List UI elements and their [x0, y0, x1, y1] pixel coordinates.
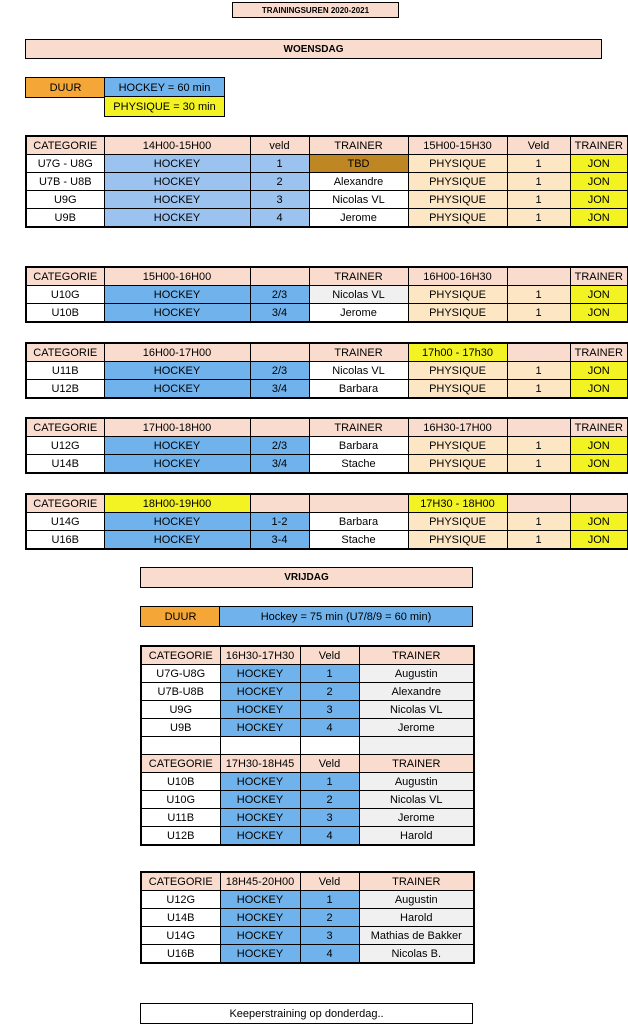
cell-trainer-2: JON — [570, 531, 628, 550]
cell-trainer: Nicolas VL — [359, 701, 474, 719]
header-trainer-2: TRAINER — [570, 267, 628, 286]
cell-veld: 3/4 — [250, 380, 309, 399]
header-veld: veld — [250, 136, 309, 155]
cell-veld: 3-4 — [250, 531, 309, 550]
cell-activity: HOCKEY — [104, 209, 250, 228]
footer-note: Keeperstraining op donderdag.. — [140, 1003, 473, 1024]
cell-trainer: Alexandre — [309, 173, 408, 191]
cell-trainer-2: JON — [570, 304, 628, 323]
cell-categorie — [141, 737, 220, 755]
cell-categorie: U14G — [26, 513, 104, 531]
table-header-row — [26, 136, 628, 155]
header-veld-2 — [507, 418, 570, 437]
table-row — [141, 891, 474, 909]
cell-trainer-2: JON — [570, 380, 628, 399]
cell-categorie: U14G — [141, 927, 220, 945]
header-trainer: TRAINER — [309, 418, 408, 437]
cell-categorie: U12G — [26, 437, 104, 455]
cell-activity: HOCKEY — [220, 827, 300, 846]
cell-categorie: U7B-U8B — [141, 683, 220, 701]
cell-activity: HOCKEY — [104, 531, 250, 550]
cell-trainer: Nicolas B. — [359, 945, 474, 964]
table-header-row — [26, 267, 628, 286]
cell-activity: HOCKEY — [220, 891, 300, 909]
cell-trainer-2: JON — [570, 191, 628, 209]
cell-categorie: U11B — [26, 362, 104, 380]
cell-veld-2: 1 — [507, 380, 570, 399]
cell-activity: HOCKEY — [104, 173, 250, 191]
cell-categorie: U7G-U8G — [141, 665, 220, 683]
cell-veld: 3/4 — [250, 455, 309, 474]
header-trainer: TRAINER — [359, 755, 474, 773]
cell-trainer-2: JON — [570, 455, 628, 474]
cell-trainer-2: JON — [570, 437, 628, 455]
cell-trainer: TBD — [309, 155, 408, 173]
woensdag-schedule-table-4 — [25, 417, 628, 474]
header-trainer: TRAINER — [309, 343, 408, 362]
physique-duration: PHYSIQUE = 30 min — [104, 96, 225, 117]
table-row — [26, 513, 628, 531]
header-categorie: CATEGORIE — [141, 755, 220, 773]
cell-categorie: U9G — [141, 701, 220, 719]
woensdag-schedule-table-3 — [25, 342, 628, 399]
duur-label: DUUR — [25, 77, 106, 98]
cell-trainer-2: JON — [570, 513, 628, 531]
cell-veld: 2/3 — [250, 286, 309, 304]
header-trainer — [309, 494, 408, 513]
cell-trainer: Barbara — [309, 513, 408, 531]
cell-veld: 1 — [300, 891, 359, 909]
cell-activity: HOCKEY — [220, 773, 300, 791]
day-header-woensdag: WOENSDAG — [25, 39, 602, 59]
cell-activity: HOCKEY — [220, 809, 300, 827]
table-header-row — [141, 872, 474, 891]
table-row — [141, 683, 474, 701]
cell-categorie: U10B — [26, 304, 104, 323]
table-row — [141, 791, 474, 809]
cell-veld-2: 1 — [507, 286, 570, 304]
cell-categorie: U10B — [141, 773, 220, 791]
cell-activity: HOCKEY — [220, 701, 300, 719]
day-header-vrijdag: VRIJDAG — [140, 567, 473, 588]
cell-trainer: Augustin — [359, 665, 474, 683]
table-row — [26, 362, 628, 380]
table-row — [26, 437, 628, 455]
cell-physique: PHYSIQUE — [408, 531, 507, 550]
header-categorie: CATEGORIE — [26, 418, 104, 437]
cell-categorie: U14B — [26, 455, 104, 474]
cell-trainer-2: JON — [570, 286, 628, 304]
header-physique-time: 16H30-17H00 — [408, 418, 507, 437]
cell-veld-2: 1 — [507, 362, 570, 380]
cell-activity: HOCKEY — [104, 286, 250, 304]
cell-veld-2: 1 — [507, 455, 570, 474]
header-trainer: TRAINER — [309, 267, 408, 286]
header-trainer: TRAINER — [359, 872, 474, 891]
cell-veld: 3/4 — [250, 304, 309, 323]
cell-physique: PHYSIQUE — [408, 209, 507, 228]
header-categorie: CATEGORIE — [26, 267, 104, 286]
table-row — [26, 173, 628, 191]
cell-trainer: Stache — [309, 531, 408, 550]
header-categorie: CATEGORIE — [141, 872, 220, 891]
cell-categorie: U16B — [141, 945, 220, 964]
cell-trainer — [359, 737, 474, 755]
table-row — [141, 701, 474, 719]
table-row — [141, 719, 474, 737]
cell-categorie: U11B — [141, 809, 220, 827]
table-row — [26, 304, 628, 323]
table-row — [26, 209, 628, 228]
header-trainer-2 — [570, 494, 628, 513]
header-veld — [250, 494, 309, 513]
header-hockey-time: 15H00-16H00 — [104, 267, 250, 286]
table-row — [141, 909, 474, 927]
cell-categorie: U12B — [141, 827, 220, 846]
header-veld: Veld — [300, 755, 359, 773]
vrijdag-schedule-table-2 — [140, 871, 475, 964]
header-trainer: TRAINER — [309, 136, 408, 155]
cell-trainer: Barbara — [309, 380, 408, 399]
header-hockey-time: 14H00-15H00 — [104, 136, 250, 155]
cell-activity — [220, 737, 300, 755]
header-physique-time: 17h00 - 17h30 — [408, 343, 507, 362]
header-veld-2 — [507, 267, 570, 286]
cell-trainer: Augustin — [359, 773, 474, 791]
cell-activity: HOCKEY — [104, 437, 250, 455]
cell-veld-2: 1 — [507, 191, 570, 209]
header-physique-time: 17H30 - 18H00 — [408, 494, 507, 513]
cell-veld: 2 — [300, 791, 359, 809]
duur-label: DUUR — [140, 606, 221, 627]
header-veld-2 — [507, 494, 570, 513]
cell-trainer: Stache — [309, 455, 408, 474]
document-title: TRAININGSUREN 2020-2021 — [232, 2, 399, 18]
table-header-row — [26, 494, 628, 513]
table-row — [141, 945, 474, 964]
table-row — [141, 809, 474, 827]
cell-veld: 2 — [300, 909, 359, 927]
cell-physique: PHYSIQUE — [408, 286, 507, 304]
cell-veld: 2 — [300, 683, 359, 701]
cell-trainer: Jerome — [359, 809, 474, 827]
header-veld — [250, 418, 309, 437]
cell-trainer: Nicolas VL — [359, 791, 474, 809]
cell-trainer: Augustin — [359, 891, 474, 909]
cell-physique: PHYSIQUE — [408, 513, 507, 531]
cell-trainer: Jerome — [309, 304, 408, 323]
table-header-row — [26, 418, 628, 437]
header-categorie: CATEGORIE — [26, 343, 104, 362]
header-hockey-time: 17H30-18H45 — [220, 755, 300, 773]
cell-trainer: Nicolas VL — [309, 286, 408, 304]
cell-categorie: U9B — [26, 209, 104, 228]
cell-veld: 3 — [300, 927, 359, 945]
cell-activity: HOCKEY — [104, 155, 250, 173]
cell-veld: 4 — [300, 827, 359, 846]
cell-veld-2: 1 — [507, 155, 570, 173]
cell-veld-2: 1 — [507, 531, 570, 550]
table-row — [26, 455, 628, 474]
cell-activity: HOCKEY — [104, 191, 250, 209]
cell-categorie: U9G — [26, 191, 104, 209]
cell-trainer-2: JON — [570, 362, 628, 380]
cell-activity: HOCKEY — [220, 927, 300, 945]
table-row — [141, 773, 474, 791]
cell-categorie: U7B - U8B — [26, 173, 104, 191]
table-header-row — [141, 755, 474, 773]
cell-trainer-2: JON — [570, 209, 628, 228]
cell-veld: 2 — [250, 173, 309, 191]
header-hockey-time: 16H00-17H00 — [104, 343, 250, 362]
cell-categorie: U16B — [26, 531, 104, 550]
header-veld: Veld — [300, 646, 359, 665]
cell-activity: HOCKEY — [104, 362, 250, 380]
header-physique-time: 15H00-15H30 — [408, 136, 507, 155]
vrijdag-schedule-table-1 — [140, 645, 475, 846]
cell-activity: HOCKEY — [220, 945, 300, 964]
header-categorie: CATEGORIE — [26, 494, 104, 513]
cell-categorie: U7G - U8G — [26, 155, 104, 173]
header-veld: Veld — [300, 872, 359, 891]
cell-veld: 1-2 — [250, 513, 309, 531]
table-row — [26, 380, 628, 399]
header-veld-2 — [507, 343, 570, 362]
table-row — [141, 665, 474, 683]
cell-physique: PHYSIQUE — [408, 362, 507, 380]
cell-veld: 2/3 — [250, 437, 309, 455]
cell-veld: 4 — [300, 945, 359, 964]
cell-categorie: U14B — [141, 909, 220, 927]
woensdag-schedule-table-2 — [25, 266, 628, 323]
cell-categorie: U12G — [141, 891, 220, 909]
cell-activity: HOCKEY — [220, 791, 300, 809]
cell-veld: 3 — [300, 809, 359, 827]
header-hockey-time: 18H45-20H00 — [220, 872, 300, 891]
header-veld — [250, 343, 309, 362]
cell-veld: 1 — [250, 155, 309, 173]
cell-veld-2: 1 — [507, 304, 570, 323]
table-row — [141, 827, 474, 846]
cell-veld: 4 — [250, 209, 309, 228]
cell-veld-2: 1 — [507, 513, 570, 531]
header-hockey-time: 17H00-18H00 — [104, 418, 250, 437]
cell-activity: HOCKEY — [220, 719, 300, 737]
cell-physique: PHYSIQUE — [408, 455, 507, 474]
table-row — [141, 927, 474, 945]
cell-activity: HOCKEY — [104, 304, 250, 323]
cell-veld: 1 — [300, 773, 359, 791]
cell-veld: 4 — [300, 719, 359, 737]
cell-trainer: Jerome — [309, 209, 408, 228]
cell-trainer: Barbara — [309, 437, 408, 455]
table-row — [26, 531, 628, 550]
table-row-empty — [141, 737, 474, 755]
cell-activity: HOCKEY — [104, 380, 250, 399]
cell-activity: HOCKEY — [220, 909, 300, 927]
cell-categorie: U10G — [26, 286, 104, 304]
cell-physique: PHYSIQUE — [408, 304, 507, 323]
header-hockey-time: 18H00-19H00 — [104, 494, 250, 513]
hockey-duration: HOCKEY = 60 min — [104, 77, 225, 98]
hockey-duration: Hockey = 75 min (U7/8/9 = 60 min) — [219, 606, 473, 627]
cell-veld: 3 — [300, 701, 359, 719]
header-trainer-2: TRAINER — [570, 343, 628, 362]
woensdag-schedule-table-1 — [25, 135, 628, 228]
cell-trainer: Mathias de Bakker — [359, 927, 474, 945]
cell-veld-2: 1 — [507, 173, 570, 191]
header-trainer-2: TRAINER — [570, 418, 628, 437]
cell-activity: HOCKEY — [220, 683, 300, 701]
header-veld — [250, 267, 309, 286]
cell-trainer: Nicolas VL — [309, 191, 408, 209]
cell-trainer: Jerome — [359, 719, 474, 737]
cell-physique: PHYSIQUE — [408, 191, 507, 209]
cell-veld: 2/3 — [250, 362, 309, 380]
header-categorie: CATEGORIE — [141, 646, 220, 665]
cell-trainer-2: JON — [570, 155, 628, 173]
cell-veld-2: 1 — [507, 437, 570, 455]
cell-physique: PHYSIQUE — [408, 155, 507, 173]
table-row — [26, 155, 628, 173]
cell-activity: HOCKEY — [220, 665, 300, 683]
cell-physique: PHYSIQUE — [408, 380, 507, 399]
header-categorie: CATEGORIE — [26, 136, 104, 155]
cell-veld: 3 — [250, 191, 309, 209]
header-trainer: TRAINER — [359, 646, 474, 665]
cell-trainer: Harold — [359, 909, 474, 927]
cell-trainer-2: JON — [570, 173, 628, 191]
cell-categorie: U10G — [141, 791, 220, 809]
header-trainer-2: TRAINER — [570, 136, 628, 155]
cell-activity: HOCKEY — [104, 513, 250, 531]
cell-categorie: U12B — [26, 380, 104, 399]
cell-categorie: U9B — [141, 719, 220, 737]
table-header-row — [26, 343, 628, 362]
cell-veld: 1 — [300, 665, 359, 683]
cell-veld — [300, 737, 359, 755]
header-veld-2: Veld — [507, 136, 570, 155]
cell-trainer: Alexandre — [359, 683, 474, 701]
cell-trainer: Harold — [359, 827, 474, 846]
header-physique-time: 16H00-16H30 — [408, 267, 507, 286]
cell-veld-2: 1 — [507, 209, 570, 228]
table-header-row — [141, 646, 474, 665]
table-row — [26, 286, 628, 304]
cell-physique: PHYSIQUE — [408, 437, 507, 455]
woensdag-schedule-table-5 — [25, 493, 628, 550]
cell-trainer: Nicolas VL — [309, 362, 408, 380]
header-hockey-time: 16H30-17H30 — [220, 646, 300, 665]
cell-activity: HOCKEY — [104, 455, 250, 474]
table-row — [26, 191, 628, 209]
cell-physique: PHYSIQUE — [408, 173, 507, 191]
